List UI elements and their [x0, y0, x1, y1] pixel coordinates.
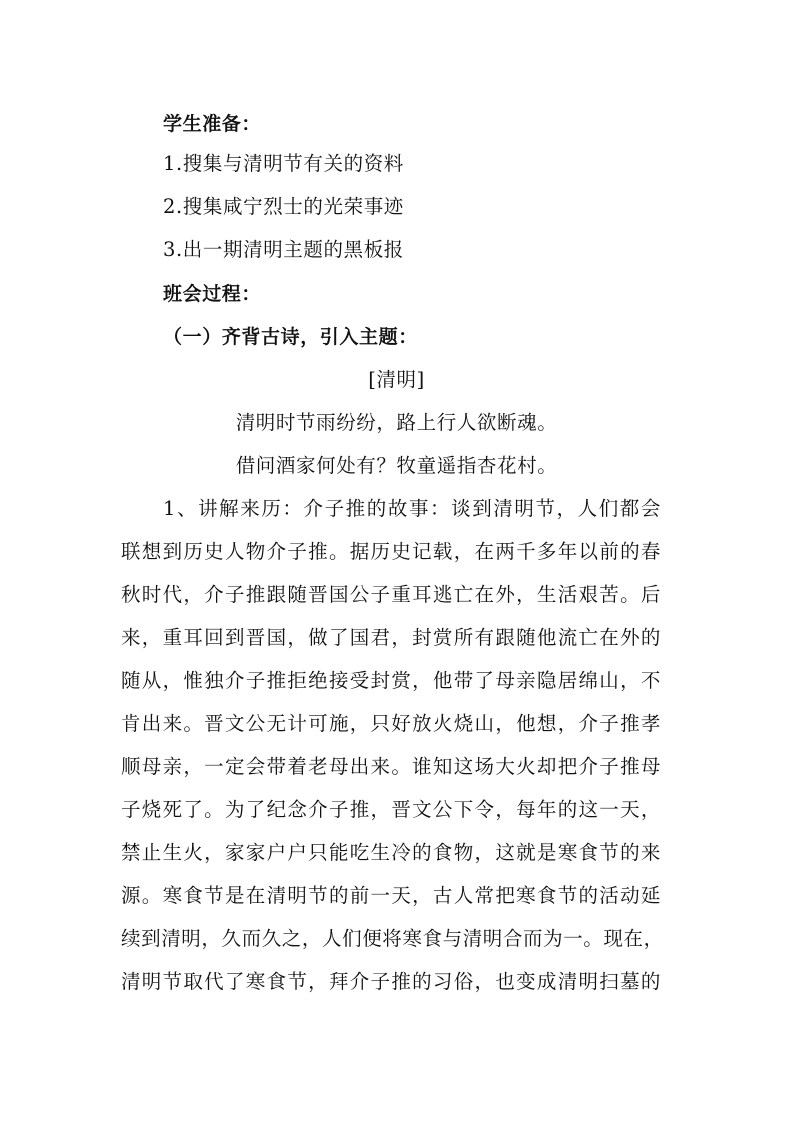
paragraph-line-6: 肯出来。晋文公无计可施，只好放火烧山，他想，介子推孝 [121, 712, 661, 735]
paragraph-line-10: 源。寒食节是在清明节的前一天，古人常把寒食节的活动延 [121, 884, 661, 907]
poem-title: [清明] [368, 368, 425, 391]
paragraph-line-12: 清明节取代了寒食节，拜介子推的习俗，也变成清明扫墓的 [121, 970, 661, 993]
poem-line-1: 清明时节雨纷纷，路上行人欲断魂。 [235, 411, 558, 434]
section1-heading: （一）齐背古诗，引入主题： [163, 326, 418, 348]
process-heading: 班会过程： [163, 283, 262, 305]
paragraph-line-8: 子烧死了。为了纪念介子推，晋文公下令，每年的这一天， [121, 798, 661, 821]
paragraph-line-3: 秋时代，介子推跟随晋国公子重耳逃亡在外，生活艰苦。后 [121, 583, 661, 606]
paragraph-line-4: 来，重耳回到晋国，做了国君，封赏所有跟随他流亡在外的 [121, 626, 661, 649]
paragraph-line-11: 续到清明，久而久之，人们便将寒食与清明合而为一。现在， [121, 927, 664, 950]
poem-line-2: 借问酒家何处有？牧童遥指杏花村。 [235, 454, 558, 477]
student-prep-item-2: 2.搜集咸宁烈士的光荣事迹 [163, 195, 404, 218]
student-prep-heading: 学生准备： [163, 113, 262, 135]
student-prep-item-3: 3.出一期清明主题的黑板报 [163, 238, 404, 261]
paragraph-line-9: 禁止生火，家家户户只能吃生冷的食物，这就是寒食节的来 [121, 841, 661, 864]
paragraph-line-5: 随从，惟独介子推拒绝接受封赏，他带了母亲隐居绵山，不 [121, 669, 661, 692]
paragraph-line-7: 顺母亲，一定会带着老母出来。谁知这场大火却把介子推母 [121, 755, 661, 778]
paragraph-line-2: 联想到历史人物介子推。据历史记载，在两千多年以前的春 [121, 540, 661, 563]
paragraph-line-1: 1、讲解来历：介子推的故事：谈到清明节，人们都会 [163, 497, 661, 520]
student-prep-item-1: 1.搜集与清明节有关的资料 [163, 152, 404, 175]
